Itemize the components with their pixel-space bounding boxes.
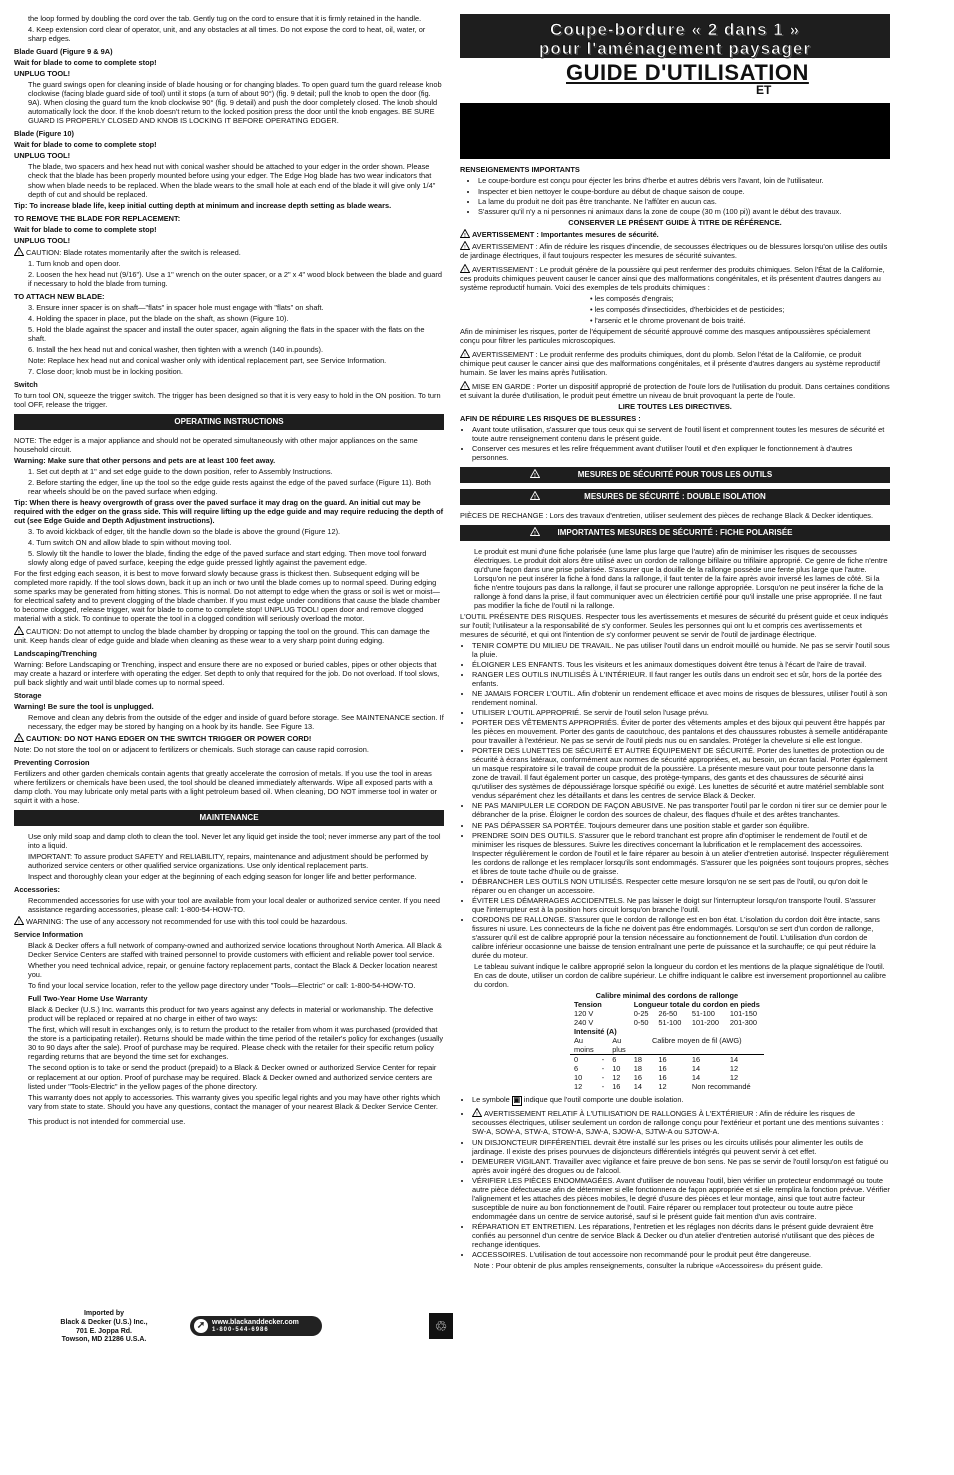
corrosion-title: Preventing Corrosion xyxy=(14,757,90,767)
header-label: MESURES DE SÉCURITÉ : DOUBLE ISOLATION xyxy=(584,492,766,502)
rallonge-note: Le tableau suivant indique le calibre approprié selon la longueur du cordon et les mentions de la plaque signalétique de l'outil. En cas de doute, utiliser un cordon de calibre supérieur. Le chiffre indiquant le calibre est inversement proportionnel au calibre du cordon. xyxy=(474,961,886,990)
remove-steps xyxy=(14,259,444,288)
table-row xyxy=(570,1055,764,1065)
website-url: www.blackanddecker.com xyxy=(212,1319,299,1326)
table-header-length: Longueur totale du cordon en pieds xyxy=(633,1000,760,1010)
maintenance-text: Use only mild soap and damp cloth to clean the tool. Never let any liquid get inside the tool; never immerse any part of the tool into a liquid. xyxy=(28,831,441,850)
table-cell: 51-100 xyxy=(691,1009,715,1019)
table-cell: 0 xyxy=(574,1055,579,1065)
svg-text:!: ! xyxy=(464,232,466,238)
table-row xyxy=(570,1064,764,1073)
table-cell: 10 xyxy=(612,1064,621,1074)
svg-text:!: ! xyxy=(464,384,466,391)
accessories-title: Accessories: xyxy=(14,884,61,894)
service-text: Whether you need technical advice, repair, or genuine factory replacement parts, contact the Black & Decker location nearest you. xyxy=(28,961,438,980)
accessories-text: Recommended accessories for use with your tool are available from your local dealer or authorized service center. If you need assistance regarding accessories, please call: 1-800-54-HOW-TO. xyxy=(28,895,441,914)
blade-guard-title: Blade Guard (Figure 9 & 9A) xyxy=(14,47,113,57)
accessories-warning-text: WARNING: The use of any accessory not recommended for use with this tool could be hazardous. xyxy=(26,917,348,927)
table-cell: 14 xyxy=(633,1082,642,1092)
table-cell: 240 V xyxy=(574,1018,594,1028)
pieces-rechange: PIÈCES DE RECHANGE : Lors des travaux d'entretien, utiliser seulement des pièces de rechange Black & Decker identiques. xyxy=(460,510,874,520)
caution-rotate-text: CAUTION: Blade rotates momentarily after the switch is released. xyxy=(26,247,241,257)
warning-triangle-icon xyxy=(460,264,470,273)
table-cell: 10 xyxy=(574,1073,583,1083)
svg-text:!: ! xyxy=(18,629,20,635)
header-label: IMPORTANTES MESURES DE SÉCURITÉ : FICHE POLARISÉE xyxy=(557,527,793,537)
rule-item xyxy=(472,1108,890,1136)
warning-triangle-icon xyxy=(14,733,24,742)
extension-cord-table xyxy=(570,991,764,1091)
svg-text:!: ! xyxy=(534,473,536,479)
maintenance-text: Inspect and thoroughly clean your edger at the beginning of each edging season for longer life and better performance. xyxy=(28,871,417,881)
warning-triangle-icon xyxy=(460,241,470,250)
rule-item: • CORDONS DE RALLONGE. S'assurer que le cordon de rallonge est en bon état. L'isolation du cordon doit être intacte, sans fissures ni usure. Les connecteurs de la fiche ne doivent pas être endommagés. Lorsqu'on se sert d'un cordon de rallonge, s'assurer qu'il est de calibre approprié pour la tension nécessaire au fonctionnement de l'outil. L'utilisation d'un cordon de calibre inférieur occasionne une baisse de tension entraînant une perte de puissance et la surchauffe; ce qui peut réduire la durée du moteur. xyxy=(472,915,890,960)
polarized-plug-header xyxy=(460,525,890,541)
table-cell: 6 xyxy=(574,1064,579,1074)
double-insulation-symbol-line xyxy=(472,1095,890,1106)
storage-text: Remove and clean any debris from the outside of the edger and inside of guard before storage. See MAINTENANCE section. If necessary, the edger may be stored by hanging on a hook by its handle. See Figure 13. xyxy=(28,712,444,731)
info-item: • Inspecter et bien nettoyer le coupe-bordure au début de chaque saison de coupe. xyxy=(478,187,890,196)
table-cell: 6 xyxy=(612,1055,617,1065)
tip-blade-life: Tip: To increase blade life, keep initial cutting depth at minimum and increase depth setting as blade wears. xyxy=(14,200,392,210)
service-title: Service Information xyxy=(14,930,83,940)
table-cell: Non recommandé xyxy=(691,1082,751,1092)
attach-note: Note: Replace hex head nut and conical washer only with identical replacement part, see Service Information. xyxy=(28,356,387,365)
info-item: • Le coupe-bordure est conçu pour éjecter les brins d'herbe et autres débris vers l'avant, loin de l'utilisateur. xyxy=(478,176,890,185)
rules-list-2 xyxy=(472,1108,890,1259)
footer xyxy=(14,1310,448,1370)
rule-item: • UN DISJONCTEUR DIFFÉRENTIEL devrait être installé sur les prises ou les circuits utilisés pour alimenter les outils de jardinage. Il existe des prises pourvues de disjoncteurs différentiels intégrés qui peuvent servir à cet effet. xyxy=(472,1138,890,1156)
rule-item: • UTILISER L'OUTIL APPROPRIÉ. Se servir de l'outil selon l'usage prévu. xyxy=(472,708,890,717)
rule-item: • PORTER DES VÊTEMENTS APPROPRIÉS. Éviter de porter des vêtements amples et des bijoux qui peuvent être happés par les pièces en mouvement. Porter des gants de caoutchouc, des pantalons et des chaussures robustes à semelle antidérapante pour travailler à l'extérieur. Ne pas se servir de l'outil pieds nus ou en sandales. Protéger la chevelure si elle est longue. xyxy=(472,718,890,745)
landscaping-text: Warning: Before Landscaping or Trenching, inspect and ensure there are no exposed or buried cables, pipes or other objects that may create a hazard or interfere with operating the edger. Set depth to only that required for the job. Do not overload. If tool slows, pull back slightly and wait until blade comes up to normal speed. xyxy=(14,659,440,687)
rule-item: • DEMEURER VIGILANT. Travailler avec vigilance et faire preuve de bon sens. Ne pas se servir de l'outil lorsqu'on est fatigué ou après avoir ingéré des drogues ou de l'alcool. xyxy=(472,1157,890,1175)
avert-title-text: AVERTISSEMENT : Importantes mesures de sécurité. xyxy=(472,229,659,239)
warranty-title: Full Two-Year Home Use Warranty xyxy=(28,994,148,1004)
service-text: Black & Decker offers a full network of company-owned and authorized service locations throughout North America. All Black & Decker Service Centers are staffed with trained personnel to provide customers with efficient and reliable power tool service. xyxy=(28,941,442,960)
warranty-text: The first, which will result in exchanges only, is to return the product to the retailer from whom it was purchased (provided that the store is a participating retailer). Returns should be made within the time period of the retailer's policy for exchanges (usually 30 to 90 days after the sale). Proof of purchase may be required. Please check with the retailer for their specific return policy regarding returns that are beyond the time set for exchanges. xyxy=(28,1025,444,1062)
table-cell: 101-150 xyxy=(729,1009,757,1019)
avert-1-text: AVERTISSEMENT : Afin de réduire les risques d'incendie, de secousses électriques ou de blessures lorsqu'on utilise des outils de jardinage électriques, il faut toujours respecter les mesures de sécurité suivantes. xyxy=(460,241,888,260)
commercial-note: This product is not intended for commercial use. xyxy=(28,1116,186,1126)
rules-list xyxy=(472,641,890,960)
warning-triangle-icon xyxy=(530,527,540,536)
symbol-list xyxy=(472,1095,890,1106)
table-cell: 26-50 xyxy=(658,1009,678,1019)
unplug-warning: UNPLUG TOOL! xyxy=(14,235,71,245)
rule-item: • DÉBRANCHER LES OUTILS NON UTILISÉS. Respecter cette mesure lorsqu'on ne se sert pas de l'outil, ou qu'on doit le réparer ou en changer un accessoire. xyxy=(472,877,890,895)
table-cell: 16 xyxy=(658,1064,667,1074)
corrosion-text: Fertilizers and other garden chemicals contain agents that greatly accelerate the corrosion of metals. If you use the tool in areas where fertilizers or chemicals have been used, the tool should be cleaned immediately afterwards. Wipe all exposed parts with a damp cloth. You may lubricate only metal parts with a light petroleum based oil. When cleaning, DO NOT immerse tool in water or squirt it with a hose. xyxy=(14,768,437,805)
wait-warning: Wait for blade to come to complete stop! xyxy=(14,140,157,150)
warranty-text: The second option is to take or send the product (prepaid) to a Black & Decker owned or authorized Service Center for repair or replacement at our option. Proof of purchase may be required. Black & Decker owned and authorized service centers are listed under "Tools-Electric" in the yellow pages of the phone directory. xyxy=(28,1063,437,1091)
warning-triangle-icon xyxy=(472,1108,482,1117)
table-cell: 201-300 xyxy=(729,1018,757,1028)
table-cell: - xyxy=(601,1064,605,1074)
op-step: 3. To avoid kickback of edger, tilt the handle down so the blade is above the ground (Figure 12). xyxy=(28,527,341,537)
table-cell: 0-25 xyxy=(633,1009,649,1019)
svg-text:!: • ! xyxy=(476,1112,478,1118)
french-column xyxy=(460,14,890,1474)
blade-guard-text: The guard swings open for cleaning inside of blade housing or for changing blades. To open guard turn the guard release knob clockwise (facing blade guard side of tool) until it stops (a turn of about 90°) (fig. 9 detail; pull the knob to open the door (fig. 9A). When closing the guard turn the knob clockwise 90° (fig. 9 detail) and push the door completely closed. The knob should automatically lock the door. If the knob doesn't return to the locked position press the door until the knob engages. BE SURE GUARD IS PROPERLY CLOSED AND KNOB IS LOCKING IT BEFORE OPERATING EDGER. xyxy=(28,80,442,126)
switch-text: To turn tool ON, squeeze the trigger switch. The trigger has been designed so that it is very easy to hold in the ON position. To turn tool OFF, release the trigger. xyxy=(14,391,441,410)
table-cell: 0-50 xyxy=(633,1018,649,1028)
svg-text:!: ! xyxy=(18,250,20,256)
attach-step: 6. Install the hex head nut and conical washer, then tighten with a wrench (140 in.pounds). xyxy=(28,344,323,354)
product-title-line2: pour l'aménagement paysager xyxy=(539,39,811,58)
warning-triangle-icon xyxy=(460,381,470,390)
storage-title: Storage xyxy=(14,690,42,700)
table-cell: 16 xyxy=(658,1055,667,1065)
rule-item: • ÉVITER LES DÉMARRAGES ACCIDENTELS. Ne pas laisser le doigt sur l'interrupteur lorsqu'on transporte l'outil. S'assurer que l'interrupteur est à la position hors circuit lorsqu'on branche l'outil. xyxy=(472,896,890,914)
chemical-list xyxy=(460,294,890,325)
remove-step: 2. Loosen the hex head nut (9/16"). Use a 1" wrench on the outer spacer, or a 2" x 4" wood block between the blade and guard if necessary to hold the blade from turning. xyxy=(28,269,442,288)
warning-triangle-icon xyxy=(14,626,24,635)
storage-note: Note: Do not store the tool on or adjacent to fertilizers or chemicals. Such storage can cause rapid corrosion. xyxy=(14,744,369,754)
wait-warning: Wait for blade to come to complete stop! xyxy=(14,224,157,234)
mise-en-garde xyxy=(460,381,890,400)
info-item: • S'assurer qu'il n'y a ni personnes ni animaux dans la zone de coupe (30 m (100 pi)) avant le début des travaux. xyxy=(478,207,890,216)
attach-step: 4. Holding the spacer in place, put the blade on the shaft, as shown (Figure 10). xyxy=(28,313,289,323)
table-cell: 12 xyxy=(658,1082,667,1092)
rule-item: • NE PAS DÉPASSER SA PORTÉE. Toujours demeurer dans une position stable et garder son équilibre. xyxy=(472,821,890,830)
blade-text: The blade, two spacers and hex head nut with conical washer should be attached to your edger in the order shown. Please check that the blade has been properly mounted before using your edger. The Edge Hog blade has two wear indicators that show when blade needs to be replaced. When the blade wears to the small hole at each end of the blade it will give only 1/4" depth of cut and should be replaced. xyxy=(28,162,436,199)
warning-triangle-icon xyxy=(460,229,470,238)
op-steps-a xyxy=(14,467,444,496)
svg-text:!: ! xyxy=(18,919,20,926)
lire-note: LIRE TOUTES LES DIRECTIVES. xyxy=(618,402,732,412)
table-row xyxy=(570,1073,764,1082)
op-steps-b xyxy=(14,527,444,567)
table-cell: - xyxy=(601,1082,605,1092)
table-cell: - xyxy=(601,1055,605,1065)
table-cell: 18 xyxy=(633,1055,642,1065)
warranty-text: This warranty does not apply to accessories. This warranty gives you specific legal rights and you may have other rights which vary from state to state. Should you have any questions, contact the manager of your nearest Black & Decker Service Center. xyxy=(28,1092,441,1111)
avert-title xyxy=(460,229,890,239)
attach-step: 7. Close door; knob must be in locking position. xyxy=(28,367,183,377)
chemical-item: • les composés d'engrais; xyxy=(590,293,674,303)
avert-2 xyxy=(460,264,890,292)
attach-steps xyxy=(14,303,444,376)
table-cell: 120 V xyxy=(574,1009,594,1019)
remove-step: 1. Turn knob and open door. xyxy=(28,258,121,268)
polar-text: Le produit est muni d'une fiche polarisée (une lame plus large que l'autre) afin de minimiser les risques de secousses électriques. Le produit doit alors être utilisé avec un cordon de rallonge bifilaire ou trifilaire approprié. Ce genre de fiche n'entre qu'd'une façon dans une prise polarisée. S'assurer que la douille de la rallonge possède une fente plus large que l'autre. Lorsqu'on ne peut insérer la fiche à fond dans la rallonge, il faut tenter de la faire après avoir inversé les lames de côté. Si la fiche n'entre toujours pas dans la rallonge, il faut se procurer une rallonge appropriée. Lorsqu'on ne peut insérer la fiche de la rallonge à fond dans la prise, il faut communiquer avec un électricien certifié pour qu'il installe une prise appropriée. Il ne faut pas modifier la fiche de l'outil ni la rallonge. xyxy=(474,546,888,610)
double-insulation-icon: ▣ xyxy=(513,1097,521,1105)
reduce-title: AFIN DE RÉDUIRE LES RISQUES DE BLESSURES : xyxy=(460,414,641,424)
table-cell: Au xyxy=(612,1036,622,1046)
rule-item: • NE PAS MANIPULER LE CORDON DE FAÇON ABUSIVE. Ne pas transporter l'outil par le cordon ni tirer sur ce dernier pour le débrancher de la prise. Éloigner le cordon des sources de chaleur, des flaques d'huile et des arêtes tranchantes. xyxy=(472,801,890,819)
importer-line: Towson, MD 21286 U.S.A. xyxy=(61,1336,147,1344)
op-note: NOTE: The edger is a major appliance and should not be operated simultaneously with other major appliances on the same household circuit. xyxy=(14,435,418,454)
info-list xyxy=(478,176,890,215)
mise-en-garde-text: MISE EN GARDE : Porter un dispositif approprié de protection de l'ouïe lors de l'utilisation du produit. Dans certaines conditions et suivant la durée d'utilisation, le produit peut émettre un niveau de bruit provoquant la perte de l'ouïe. xyxy=(460,382,890,401)
reduce-list xyxy=(472,425,890,462)
op-step: 5. Slowly tilt the handle to lower the blade, finding the edge of the paved surface and start edging. Then move tool forward slowly along edge of paved surface, keeping the edge guide pressed lightly against the pavement edge. xyxy=(28,549,427,568)
maintenance-header: MAINTENANCE xyxy=(14,810,444,826)
rule-item: • PRENDRE SOIN DES OUTILS. S'assurer que le rebord tranchant est propre afin d'optimiser le rendement de l'outil et de minimiser les risques de blessures. Suivre les directives concernant la lubrification et le remplacement des accessoires. Inspecter régulièrement le cordon de l'outil et le faire réparer au besoin à un atelier d'entretien autorisé. Inspecter régulièrement les cordons de rallonge et les remplacer lorsqu'ils sont endommagés. S'assurer que les poignées sont toujours propres, sèches et libres de toute tache d'huile ou de graisse. xyxy=(472,831,890,876)
warning-triangle-icon xyxy=(14,247,24,256)
cord-tail-text: the loop formed by doubling the cord over the tab. Gently tug on the cord to ensure that it is firmly retained in the handle. xyxy=(28,14,422,23)
svg-text:!: ! xyxy=(18,736,20,742)
table-cell: moins xyxy=(574,1045,594,1055)
rule-item: • RÉPARATION ET ENTRETIEN. Les réparations, l'entretien et les réglages non décrits dans le présent guide devraient être confiés au personnel d'un centre de service Black & Decker ou d'un atelier d'entretien autorisé n'utilisant que des pièces de rechange identiques. xyxy=(472,1222,890,1249)
reduce-item: • Conserver ces mesures et les relire fréquemment avant d'utiliser l'outil et d'en expliquer le fonctionnement à d'autres personnes. xyxy=(472,444,890,462)
rule-item: • ACCESSOIRES. L'utilisation de tout accessoire non recommandé pour le produit peut être dangereuse. xyxy=(472,1250,890,1259)
double-insulation-header xyxy=(460,489,890,505)
op-paragraph: For the first edging each season, it is best to move forward slowly because grass is thickest then. Subsequent edging will be completed more rapidly. If the tool slows down, back it up an inch or two until the blade comes up to normal speed. During edging some sparks may be generated from hitting stones. This is normal. Do not attempt to edge when the grass or soil is wet or moist—for electrical safety and to prevent clogging of the blade chamber. If you must edge under conditions that cause the blade chamber to become clogged, release trigger, wait for blade to come to complete stop! UNPLUG TOOL! open door and remove clogged material with a stick. To continue to operate the tool in a clogged condition will seriously overload the motor. xyxy=(14,569,441,624)
table-cell: 18 xyxy=(633,1064,642,1074)
table-cell: 51-100 xyxy=(658,1018,682,1028)
rule-item: • RANGER LES OUTILS INUTILISÉS À L'INTÉRIEUR. Il faut ranger les outils dans un endroit sec et sûr, hors de la portée des enfants. xyxy=(472,670,890,688)
rule-item: • VÉRIFIER LES PIÈCES ENDOMMAGÉES. Avant d'utiliser de nouveau l'outil, bien vérifier un protecteur endommagé ou toute autre pièce défectueuse afin de déterminer si elle fonctionnera de façon appropriée et si elle remplira la fonction prévue. Vérifier l'alignement et les attaches des pièces mobiles, le degré d'usure des pièces et leur montage, ainsi que tout autre facteur susceptible de nuire au bon fonctionnement de l'outil. Faire réparer ou remplacer tout protecteur ou toute autre pièce endommagée dans un centre de service autorisé, sauf si le présent guide fait mention d'un avis contraire. xyxy=(472,1176,890,1221)
avert-3-text: AVERTISSEMENT : Le produit renferme des produits chimiques, dont du plomb. Selon l'état de la Californie, ce produit chimique peut causer le cancer ainsi que des malformations congénitales, et il présente d'autres dangers au système reproductif humain. Se laver les mains après l'utilisation. xyxy=(460,349,881,378)
table-cell: Au xyxy=(574,1036,584,1046)
table-cell: 14 xyxy=(729,1055,739,1065)
caution-rotate xyxy=(14,247,444,257)
chemical-item: • l'arsenic et le chrome provenant de bois traité. xyxy=(590,315,746,325)
guide-title: GUIDE D'UTILISATION xyxy=(566,60,809,85)
black-banner xyxy=(460,103,890,159)
op-step: 2. Before starting the edger, line up the tool so the edge guide rests against the edge of the paved surface (Figure 11). Both rear wheels should be on the paved surface when edging. xyxy=(28,478,431,497)
avert-1 xyxy=(460,241,890,260)
avert-2-after: Afin de minimiser les risques, porter de l'équipement de sécurité approuvé comme des masques antipoussières spécialement conçu pour filtrer les particules microscopiques. xyxy=(460,326,871,345)
svg-text:!: ! xyxy=(534,530,536,536)
table-cell: 12 xyxy=(612,1073,621,1083)
title-banner xyxy=(460,14,890,58)
step-4: 4. Keep extension cord clear of operator, unit, and any obstacles at all times. Do not expose the cord to heat, oil, water, or sharp edges. xyxy=(28,25,426,44)
svg-text:!: ! xyxy=(464,267,466,273)
info-item: • La lame du produit ne doit pas être tranchante. Ne l'affûter en aucun cas. xyxy=(478,197,890,206)
table-cell: 16 xyxy=(691,1055,701,1065)
importer-address xyxy=(49,1310,159,1345)
final-note: Note : Pour obtenir de plus amples renseignements, consulter la rubrique «Accessoires» du présent guide. xyxy=(474,1260,823,1270)
chemical-item: • les composés d'insecticides, d'herbicides et de pesticides; xyxy=(590,304,785,314)
warning-triangle-icon xyxy=(530,469,540,478)
table-row xyxy=(570,1082,764,1091)
table-header-awg: Calibre moyen de fil (AWG) xyxy=(651,1036,742,1046)
unplug-warning: UNPLUG TOOL! xyxy=(14,69,71,79)
op-caution-text: CAUTION: Do not attempt to unclog the blade chamber by dropping or tapping the tool on the ground. This can damage the unit. Keep hands clear of edge guide and blade when cleaning as these wear to a very sharp point during edging. xyxy=(14,626,430,645)
unplug-warning: UNPLUG TOOL! xyxy=(14,151,71,161)
accessories-warning xyxy=(14,916,444,926)
storage-caution-text: CAUTION: DO NOT HANG EDGER ON THE SWITCH TRIGGER OR POWER CORD! xyxy=(26,733,312,743)
remove-blade-title: TO REMOVE THE BLADE FOR REPLACEMENT: xyxy=(14,213,181,223)
wait-warning: Wait for blade to come to complete stop! xyxy=(14,58,157,68)
op-warning: Warning: Make sure that other persons and pets are at least 100 feet away. xyxy=(14,455,276,465)
blade-title: Blade (Figure 10) xyxy=(14,129,74,139)
arrow-cursor-icon: ➚ xyxy=(194,1319,208,1333)
table-cell: 12 xyxy=(729,1073,739,1083)
attach-step: 3. Ensure inner spacer is on shaft—"flats" in spacer hole must engage with "flats" on shaft. xyxy=(28,302,324,312)
maintenance-important: IMPORTANT: To assure product SAFETY and RELIABILITY, repairs, maintenance and adjustment should be performed by authorized service centers or other qualified service organizations. Use only identical replacement parts. xyxy=(28,851,429,870)
warning-triangle-icon xyxy=(530,491,540,500)
table-cell: 14 xyxy=(691,1064,701,1074)
table-cell: 101-200 xyxy=(691,1018,720,1028)
warranty-text: Black & Decker (U.S.) Inc. warrants this product for two years against any defects in material or workmanship. The defective product will be replaced or repaired at no charge in either of two ways: xyxy=(28,1005,434,1024)
rule-item: • PORTER DES LUNETTES DE SÉCURITÉ ET AUTRE ÉQUIPEMENT DE SÉCURITÉ. Porter des lunettes de protection ou de sécurité à écrans latéraux, conformément aux normes de sécurité appropriées, et, au besoin, un écran facial. Porter également un masque respiratoire si le travail de coupe produit de la poussière. La présente mesure vaut pour toute personne dans la zone de travail. Il faut également porter un casque, des protège-tympans, des gants et des chaussures de sécurité ainsi qu'utiliser des systèmes de dépoussiérage lorsque spécifié ou exigé. Les lunettes de sécurité et autre matériel semblable sont vendus séparément chez les détaillants et dans les centres de service Black & Decker. xyxy=(472,746,890,800)
avert-2-text: AVERTISSEMENT : Le produit génère de la poussière qui peut renfermer des produits chimiques. Selon l'État de la Californie, ces produits chimiques peuvent causer le cancer ainsi que des malformations congénitales, et ils présentent d'autres dangers au système reproductif humain. Voici des exemples de tels produits chimiques : xyxy=(460,264,885,292)
table-title: Calibre minimal des cordons de rallonge xyxy=(595,991,739,1001)
table-cell: 16 xyxy=(612,1082,621,1092)
table-header-intensity: Intensité (A) xyxy=(574,1027,617,1037)
attach-step: 5. Hold the blade against the spacer and install the outer spacer, again aligning the flats in the spacer with the flats on the shaft. xyxy=(28,324,425,343)
product-title-line1: Coupe-bordure « 2 dans 1 » xyxy=(550,20,800,39)
table-row xyxy=(570,1009,764,1018)
op-step: 1. Set cut depth at 1" and set edge guide to the down position, refer to Assembly Instructions. xyxy=(28,467,333,476)
importer-line: Black & Decker (U.S.) Inc., xyxy=(60,1318,148,1326)
conserve-note: CONSERVER LE PRÉSENT GUIDE À TITRE DE RÉFÉRENCE. xyxy=(568,217,782,227)
attach-blade-title: TO ATTACH NEW BLADE: xyxy=(14,291,105,301)
info-title: RENSEIGNEMENTS IMPORTANTS xyxy=(460,165,580,175)
svg-text:!: ! xyxy=(464,352,466,358)
switch-title: Switch xyxy=(14,380,38,390)
rule-item: • NE JAMAIS FORCER L'OUTIL. Afin d'obtenir un rendement efficace et avec moins de risques de blessures, utiliser l'outil à son rendement nominal. xyxy=(472,689,890,707)
storage-caution xyxy=(14,733,444,743)
op-step: 4. Turn switch ON and allow blade to spin without moving tool. xyxy=(28,538,232,548)
service-text: To find your local service location, refer to the yellow page directory under "Tools—Electric" or call: 1-800-54-HOW-TO. xyxy=(28,981,416,991)
avert-3 xyxy=(460,349,890,377)
website-badge[interactable] xyxy=(190,1316,322,1336)
warning-triangle-icon xyxy=(14,916,24,925)
table-cell: 16 xyxy=(658,1073,667,1083)
table-cell: 12 xyxy=(574,1082,583,1092)
svg-text:!: ! xyxy=(534,494,536,501)
landscaping-title: Landscaping/Trenching xyxy=(14,648,97,658)
reduce-item: • Avant toute utilisation, s'assurer que tous ceux qui se servent de l'outil lisent et comprennent toutes les mesures de sécurité et toute autre renseignement contenu dans le présent guide. xyxy=(472,425,890,443)
table-cell: plus xyxy=(612,1045,626,1055)
table-cell: 14 xyxy=(691,1073,701,1083)
importer-line: Imported by xyxy=(83,1310,125,1317)
safety-all-tools-header xyxy=(460,467,890,483)
phone-number: 1-800-544-6986 xyxy=(212,1326,269,1333)
op-caution xyxy=(14,626,444,645)
rule-text: AVERTISSEMENT RELATIF À L'UTILISATION DE RALLONGES À L'EXTÉRIEUR : Afin de réduire les risques de secousses électriques, utiliser seulement un cordon de rallonge conçu pour l'extérieur et portant une des mentions suivantes : SW-A, SOW-A, STW-A, STOW-A, SJW-A, SJOW-A, SJTW-A ou SJTOW-A. xyxy=(472,1109,884,1137)
rule-item: • ÉLOIGNER LES ENFANTS. Tous les visiteurs et les animaux domestiques doivent être tenus à l'écart de l'aire de travail. xyxy=(472,660,890,669)
table-cell: - xyxy=(601,1073,605,1083)
op-tip: Tip: When there is heavy overgrowth of grass over the paved surface it may drag on the guard. An initial cut may be required with the edger on the grass side. This will require lifting up the edge guide and may require reducing the depth of cut (see Edge Guide and Depth Adjustment instructions). xyxy=(14,498,444,526)
operating-instructions-header: OPERATING INSTRUCTIONS xyxy=(14,414,444,430)
storage-warning: Warning! Be sure the tool is unplugged. xyxy=(14,701,154,711)
table-cell: 12 xyxy=(729,1064,739,1074)
warning-triangle-icon xyxy=(460,349,470,358)
table-row xyxy=(570,1018,764,1027)
svg-text:!: ! xyxy=(464,244,466,250)
header-label: MESURES DE SÉCURITÉ POUR TOUS LES OUTILS xyxy=(577,470,773,480)
table-header-tension: Tension xyxy=(574,1000,602,1010)
importer-line: 701 E. Joppa Rd. xyxy=(75,1327,133,1335)
table-cell: 16 xyxy=(633,1073,642,1083)
polar-text-2: L'OUTIL PRÉSENTE DES RISQUES. Respecter tous les avertissements et mesures de sécurité du présent guide et ceux indiqués sur l'outil; l'utilisateur a la responsabilité de s'y conformer. Seules les personnes qui ont lu et compris ces avertissements et mesures de sécurité, et qui ont l'intention de s'y conformer peuvent se servir de l'outil de jardinage électrique. xyxy=(460,611,888,639)
recycle-logo-icon: ♲ xyxy=(429,1313,453,1339)
english-column xyxy=(14,14,444,1340)
symbol-text: Le symbole ▣ indique que l'outil comporte une double isolation. xyxy=(472,1095,684,1105)
et-label: ET xyxy=(756,82,772,97)
rule-item: • TENIR COMPTE DU MILIEU DE TRAVAIL. Ne pas utiliser l'outil dans un endroit mouillé ou humide. Ne pas se servir l'outil sous la pluie. xyxy=(472,641,890,659)
